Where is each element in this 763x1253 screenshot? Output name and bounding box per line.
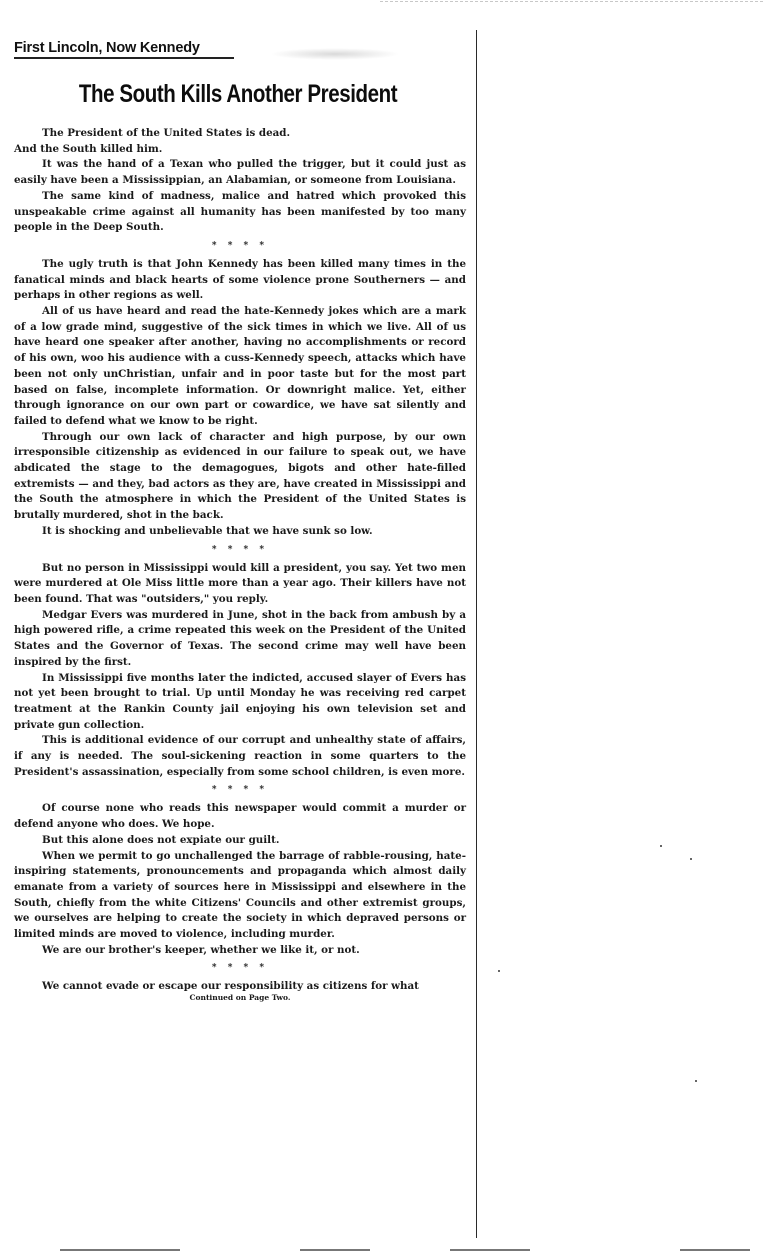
bottom-edge-mark — [450, 1249, 530, 1251]
top-dashed-border — [380, 1, 763, 2]
bottom-edge-mark — [300, 1249, 370, 1251]
paragraph: We are our brother's keeper, whether we like it, or not. — [42, 943, 360, 956]
section-4 — [14, 801, 466, 958]
section-1 — [14, 126, 466, 236]
paragraph: All of us have heard and read the hate-Kennedy jokes which are a mark of a low grade mind, suggestive of the sick times in which we live. All of us have heard one speaker after another, having no accomplishments or record of his own, woo his audience with a cuss-Kennedy speech, attacks which have been not only unChristian, unfair and in poor taste but for the most part based on false, incomplete information. Or downright malice. Yet, either through ignorance on our own part or cowardice, we have sat silently and failed to defend what we know to be right. — [14, 305, 466, 427]
paragraph: Of course none who reads this newspaper would commit a murder or defend anyone who does. We hope. — [14, 802, 466, 831]
paragraph: The President of the United States is dead. — [42, 127, 291, 139]
print-smudge — [270, 48, 400, 60]
paragraph: When we permit to go unchallenged the barrage of rabble-rousing, hate-inspiring statements, pronouncements and propaganda which almost daily emanate from a variety of sources here in Mississippi and elsewhere in the South, chiefly from the white Citizens' Councils and other extremist groups, we ourselves are helping to create the society in which depraved persons or limited minds are moved to violence, including murder. — [14, 849, 466, 941]
paragraph: Through our own lack of character and high purpose, by our own irresponsible citizenship as evidenced in our failure to speak out, we have abdicated the stage to the demagogues, bigots and other hate-filled extremists — and they, bad actors as they are, have created in Mississippi and the South the atmosphere in which the President of the United States is brutally murdered, shot in the back. — [14, 430, 466, 522]
print-speck — [660, 845, 662, 847]
paragraph: The same kind of madness, malice and hatred which provoked this unspeakable crime against all humanity has been manifested by too many people in the Deep South. — [14, 189, 466, 234]
print-speck — [498, 970, 500, 972]
paragraph: We cannot evade or escape our responsibility as citizens for what — [42, 980, 419, 993]
section-separator: * * * * — [211, 785, 269, 796]
section-3 — [14, 561, 466, 781]
article-body — [14, 126, 466, 1002]
paragraph: This is additional evidence of our corrupt and unhealthy state of affairs, if any is needed. The soul-sickening reaction in some quarters to the President's assassination, especially from some school children, is even more. — [14, 734, 466, 778]
column-rule — [476, 30, 477, 1238]
paragraph: And the South killed him. — [14, 142, 163, 155]
paragraph: But this alone does not expiate our guilt. — [42, 833, 280, 846]
paragraph: In Mississippi five months later the indicted, accused slayer of Evers has not yet been brought to trial. Up until Monday he was receiving red carpet treatment at the Rankin County jail enjoying his own television set and private gun collection. — [14, 671, 466, 731]
paragraph: It was the hand of a Texan who pulled the trigger, but it could just as easily have been a Mississippian, an Alabamian, or someone from Louisiana. — [14, 158, 466, 187]
print-speck — [690, 858, 692, 860]
section-separator: * * * * — [211, 240, 269, 251]
section-separator: * * * * — [211, 544, 269, 555]
print-speck — [695, 1080, 697, 1082]
section-2 — [14, 257, 466, 540]
continued-note: Continued on Page Two. — [189, 993, 291, 1003]
paragraph: But no person in Mississippi would kill a president, you say. Yet two men were murdered at Ole Miss little more than a year ago. Their killers have not been found. That was "outsiders," you reply. — [14, 561, 466, 605]
section-separator: * * * * — [211, 963, 269, 974]
bottom-edge-mark — [60, 1249, 180, 1251]
paragraph: It is shocking and unbelievable that we have sunk so low. — [42, 524, 373, 537]
kicker-line: First Lincoln, Now Kennedy — [14, 40, 234, 59]
bottom-edge-mark — [680, 1249, 750, 1251]
paragraph: Medgar Evers was murdered in June, shot in the back from ambush by a high powered rifle, a crime repeated this week on the President of the United States and the Governor of Texas. The second crime may well have been inspired by the first. — [14, 608, 466, 668]
headline: The South Kills Another President — [78, 80, 398, 108]
paragraph: The ugly truth is that John Kennedy has been killed many times in the fanatical minds and black hearts of some violence prone Southerners — and perhaps in other regions as well. — [14, 257, 466, 302]
